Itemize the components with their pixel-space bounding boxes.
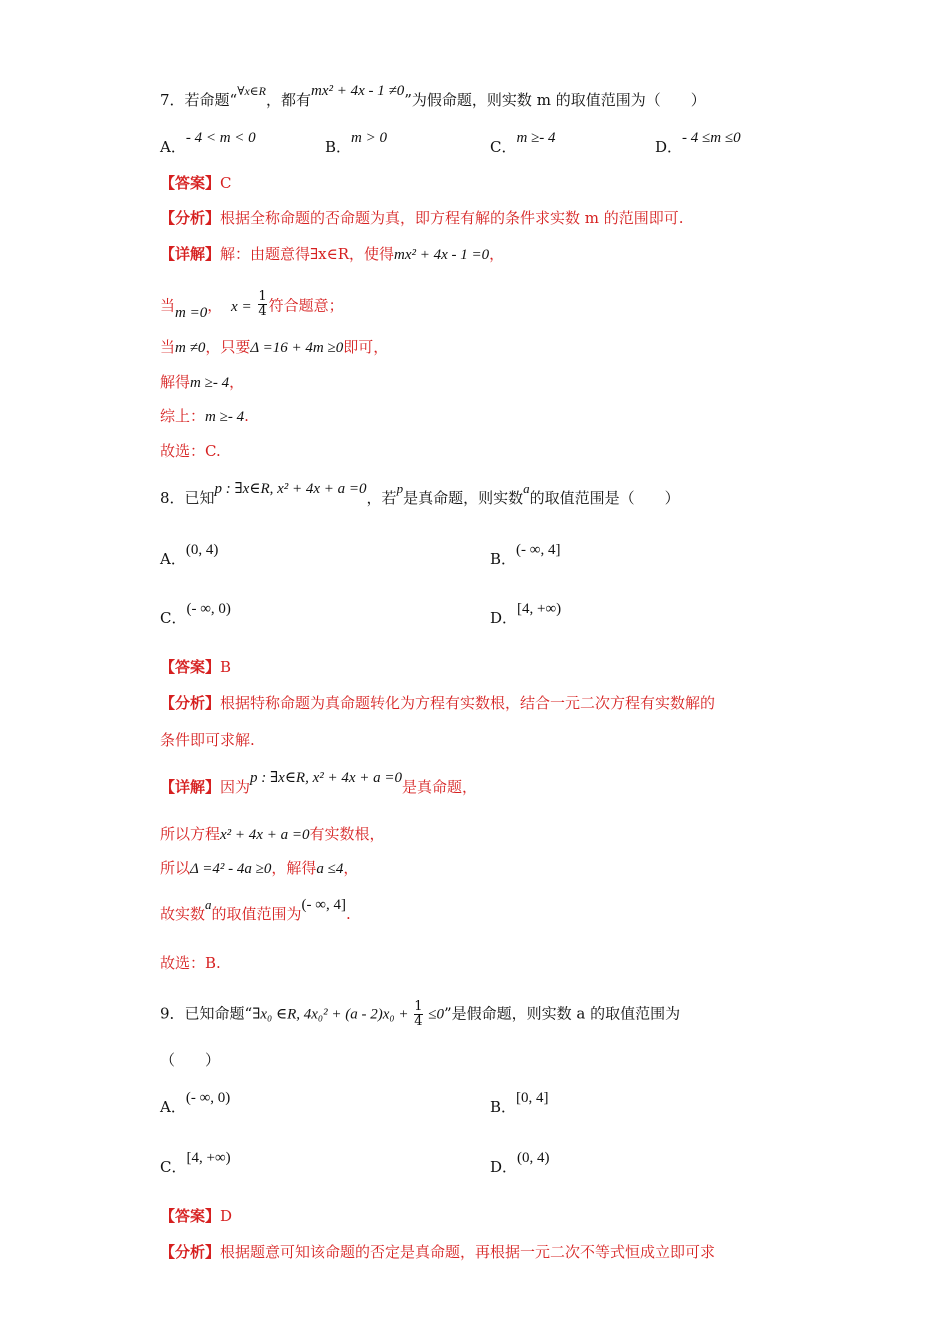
q8-option-d: D．[4, +∞) bbox=[490, 601, 562, 627]
q8-option-b: B．(- ∞, 4] bbox=[490, 542, 561, 568]
q8-stem: 8．已知p : ∃x∈R, x² + 4x + a =0，若p是真命题，则实数a的取值范围是（ ） bbox=[160, 481, 680, 507]
q7-mid: ，都有 bbox=[266, 91, 312, 109]
q7-prefix: 7．若命题“ bbox=[160, 91, 238, 109]
q7-option-c: C．m ≥- 4 bbox=[490, 130, 556, 156]
q7-solve: 解得m ≥- 4， bbox=[160, 373, 245, 391]
q8-line3: 所以Δ =4² - 4a ≥0，解得a ≤4， bbox=[160, 859, 359, 877]
q9-answer: 【答案】D bbox=[160, 1207, 233, 1225]
q9-option-a: A．(- ∞, 0) bbox=[160, 1090, 231, 1116]
q9-analysis: 【分析】根据题意可知该命题的否定是真命题，再根据一元二次不等式恒成立即可求 bbox=[160, 1243, 716, 1261]
q9-option-b: B．[0, 4] bbox=[490, 1090, 549, 1116]
q7-suffix: ”为假命题，则实数 m 的取值范围为（ ） bbox=[404, 91, 706, 109]
q7-analysis: 【分析】根据全称命题的否命题为真，即方程有解的条件求实数 m 的范围即可. bbox=[160, 209, 684, 227]
q8-analysis-cont: 条件即可求解. bbox=[160, 731, 255, 749]
q7-expr: mx² + 4x - 1 ≠0 bbox=[311, 83, 405, 99]
q7-choose: 故选：C. bbox=[160, 442, 221, 460]
q7-answer: 【答案】C bbox=[160, 174, 232, 192]
q9-option-d: D．(0, 4) bbox=[490, 1150, 550, 1176]
q8-option-a: A．(0, 4) bbox=[160, 542, 219, 568]
q8-line4: 故实数a的取值范围为(- ∞, 4]. bbox=[160, 897, 351, 923]
q8-analysis: 【分析】根据特称命题为真命题转化为方程有实数根，结合一元二次方程有实数解的 bbox=[160, 694, 716, 712]
q8-answer: 【答案】B bbox=[160, 658, 232, 676]
q7-stem bbox=[160, 83, 706, 111]
q9-option-c: C．[4, +∞) bbox=[160, 1150, 231, 1176]
q7-forall: ∀x∈R bbox=[237, 84, 266, 98]
q9-paren: （ ） bbox=[160, 1051, 221, 1069]
q7-option-d: D．- 4 ≤m ≤0 bbox=[655, 130, 741, 156]
q7-detail: 【详解】解：由题意得∃x∈R，使得mx² + 4x - 1 =0， bbox=[160, 245, 505, 263]
q8-line2: 所以方程x² + 4x + a =0有实数根， bbox=[160, 825, 385, 843]
q8-choose: 故选：B. bbox=[160, 954, 221, 972]
q7-summary: 综上：m ≥- 4. bbox=[160, 407, 249, 425]
q7-case2: 当m ≠0，只要Δ =16 + 4m ≥0即可， bbox=[160, 338, 389, 356]
q8-detail: 【详解】因为p : ∃x∈R, x² + 4x + a =0是真命题， bbox=[160, 770, 478, 796]
q8-option-c: C．(- ∞, 0) bbox=[160, 601, 231, 627]
q7-option-b: B．m > 0 bbox=[325, 130, 387, 156]
q7-case1: 当m =0， x = $\frac{1}{4}$ 符合题意； bbox=[160, 289, 344, 321]
q7-option-a: A．- 4 < m < 0 bbox=[160, 130, 256, 156]
q9-stem: 9．已知命题“∃x₀ ∈R, 4x₀² + (a - 2)x₀ + $\frac{1}{4}$ ≤0”是假命题，则实数 a 的取值范围为 bbox=[160, 999, 681, 1029]
